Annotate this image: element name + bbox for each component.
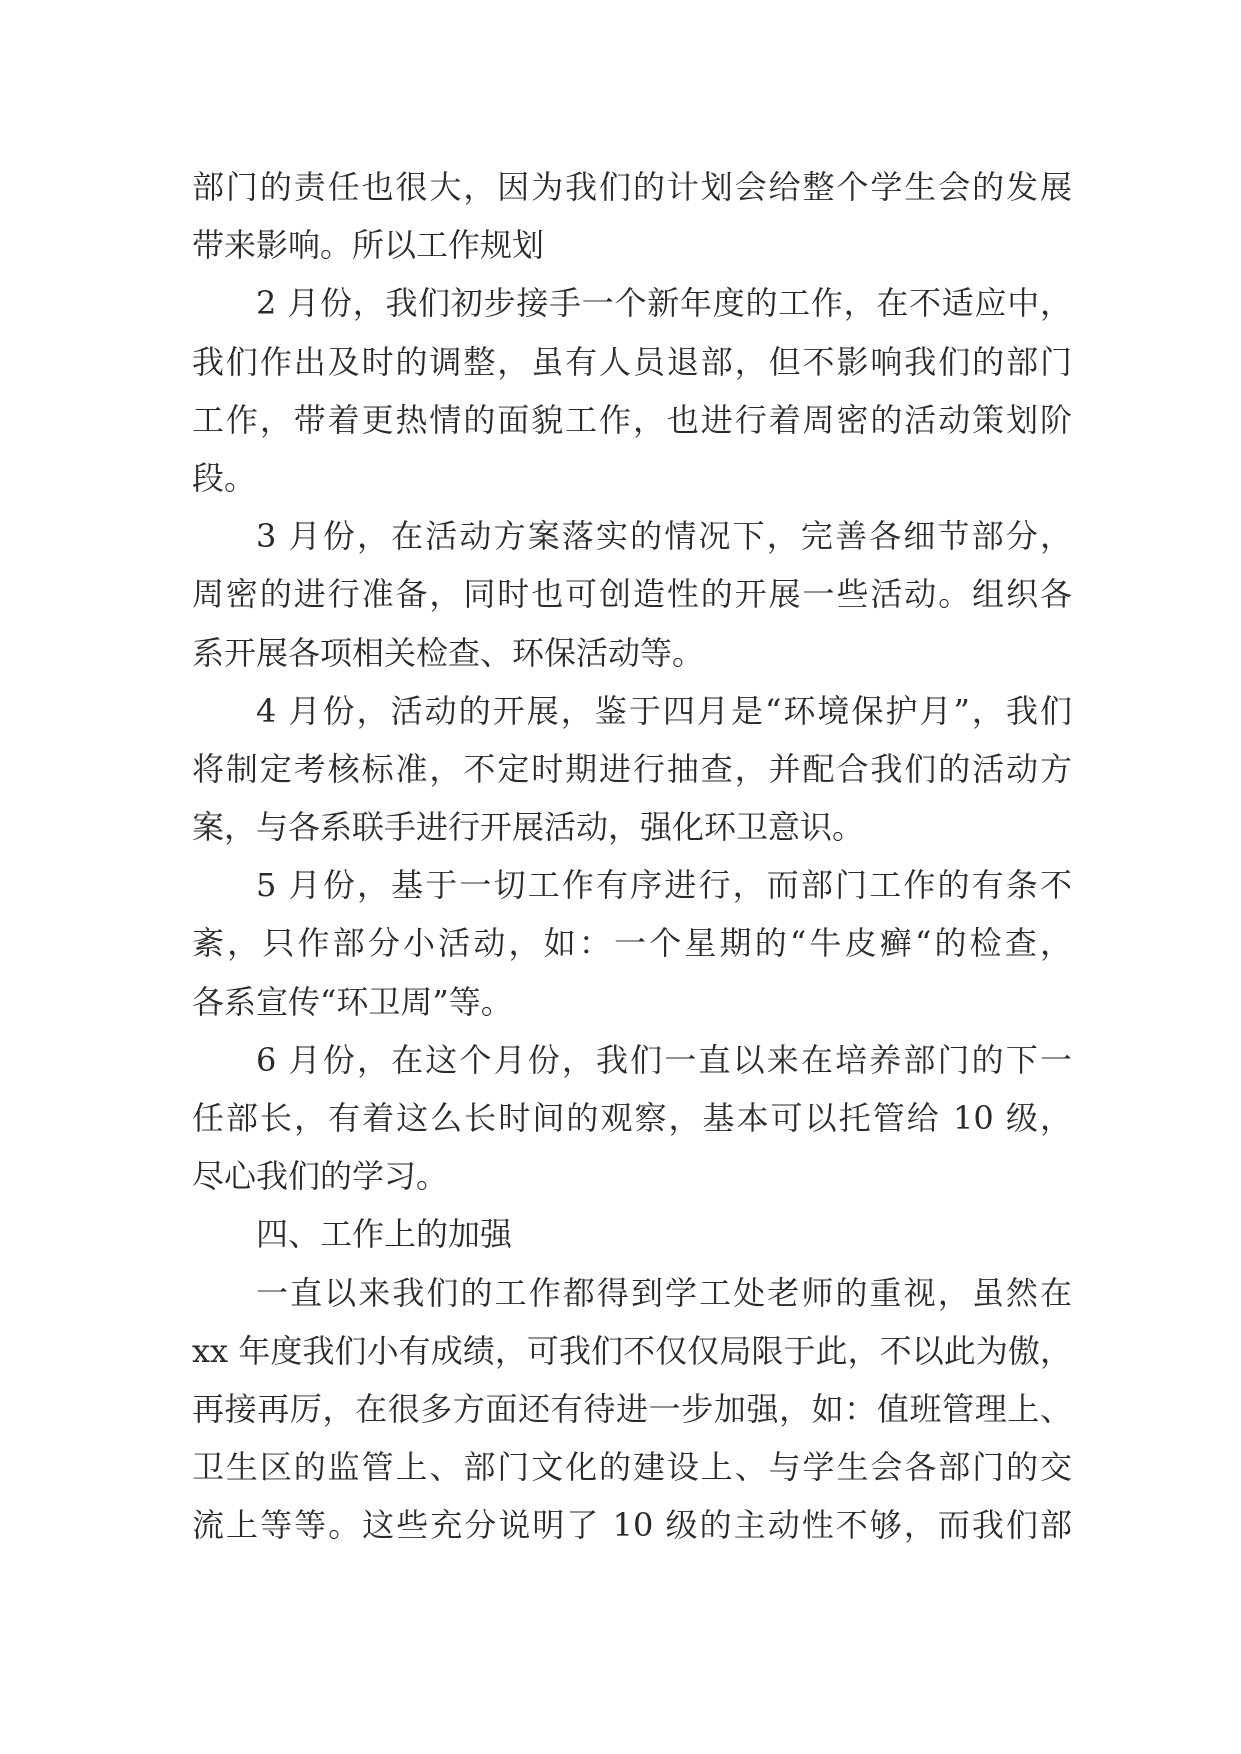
text-line: 紊，只作部分小活动，如：一个星期的“牛皮癣“的检查， bbox=[192, 924, 1072, 963]
text-line: 工作，带着更热情的面貌工作，也进行着周密的活动策划阶 bbox=[192, 400, 1072, 439]
document-body bbox=[192, 158, 1072, 1555]
text-line: 3 月份，在活动方案落实的情况下，完善各细节部分， bbox=[256, 517, 1072, 556]
text-line: 4 月份，活动的开展，鉴于四月是“环境保护月”，我们 bbox=[256, 691, 1072, 730]
text-line: 一直以来我们的工作都得到学工处老师的重视，虽然在 bbox=[256, 1273, 1072, 1312]
text-line: 卫生区的监管上、部门文化的建设上、与学生会各部门的交 bbox=[192, 1448, 1072, 1487]
text-line: 5 月份，基于一切工作有序进行，而部门工作的有条不 bbox=[256, 866, 1072, 905]
text-line: 我们作出及时的调整，虽有人员退部，但不影响我们的部门 bbox=[192, 342, 1072, 381]
text-line: 将制定考核标准，不定时期进行抽查，并配合我们的活动方 bbox=[192, 749, 1072, 788]
text-line: 6 月份，在这个月份，我们一直以来在培养部门的下一 bbox=[256, 1040, 1072, 1079]
text-line: 各系宣传“环卫周”等。 bbox=[192, 982, 513, 1021]
text-line: 案，与各系联手进行开展活动，强化环卫意识。 bbox=[192, 808, 865, 847]
text-line: 周密的进行准备，同时也可创造性的开展一些活动。组织各 bbox=[192, 575, 1072, 614]
text-line: 再接再厉，在很多方面还有待进一步加强，如：值班管理上、 bbox=[192, 1389, 1072, 1428]
text-line: 四、工作上的加强 bbox=[256, 1215, 513, 1254]
text-line: 部门的责任也很大，因为我们的计划会给整个学生会的发展 bbox=[192, 168, 1072, 206]
text-line: 带来影响。所以工作规划 bbox=[192, 226, 545, 265]
text-line: 流上等等。这些充分说明了 10 级的主动性不够，而我们部 bbox=[192, 1506, 1072, 1545]
text-line: 任部长，有着这么长时间的观察，基本可以托管给 10 级， bbox=[192, 1099, 1072, 1137]
text-line: 段。 bbox=[192, 458, 257, 497]
text-line: 2 月份，我们初步接手一个新年度的工作，在不适应中， bbox=[256, 284, 1072, 323]
text-line: 系开展各项相关检查、环保活动等。 bbox=[192, 633, 705, 672]
text-line: 尽心我们的学习。 bbox=[192, 1157, 449, 1196]
text-line: xx 年度我们小有成绩，可我们不仅仅局限于此，不以此为傲， bbox=[192, 1331, 1072, 1370]
